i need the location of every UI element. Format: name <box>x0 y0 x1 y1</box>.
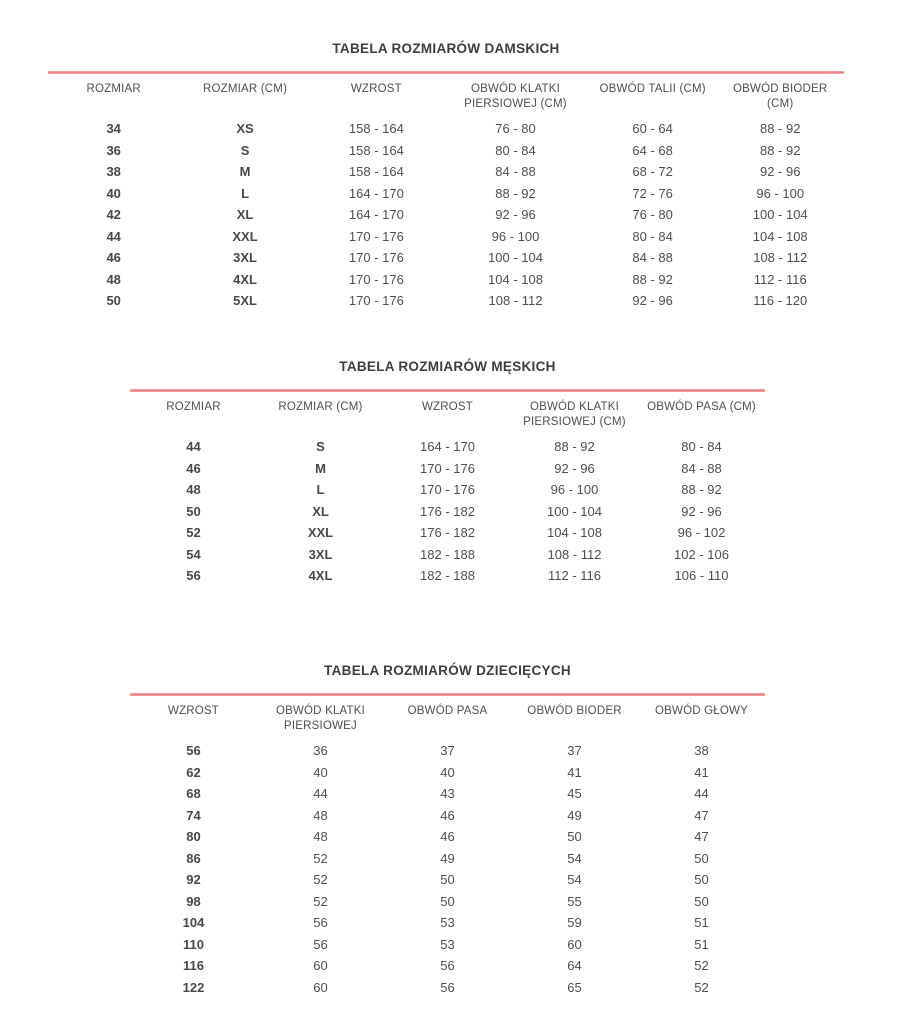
table-cell: 108 - 112 <box>547 546 602 562</box>
table-cell: XXL <box>232 228 258 244</box>
table-cell: 37 <box>567 743 582 758</box>
table-cell: 50 <box>186 503 201 519</box>
table-cell: 50 <box>567 829 582 844</box>
women-size-table <box>48 74 844 312</box>
table-cell: 53 <box>440 915 455 930</box>
table-cell: 44 <box>186 439 201 454</box>
table-cell: 158 - 164 <box>348 142 404 158</box>
table-cell: 52 <box>313 872 328 887</box>
table-cell: 52 <box>313 850 328 866</box>
table-row <box>130 501 765 523</box>
table-cell: 164 - 170 <box>420 439 475 454</box>
men-table-title: TABELA ROZMIARÓW MĘSKICH <box>339 359 556 374</box>
children-table-title: TABELA ROZMIARÓW DZIECIĘCYCH <box>324 663 571 678</box>
table-cell: 51 <box>694 936 709 952</box>
table-cell: 56 <box>440 958 455 973</box>
column-header: ROZMIAR (CM) <box>202 83 288 95</box>
table-cell: 76 - 80 <box>632 207 673 222</box>
table-row <box>130 458 765 480</box>
table-cell: 106 - 110 <box>674 568 729 583</box>
table-cell: 40 <box>106 185 121 201</box>
table-row <box>130 955 765 977</box>
table-cell: 170 - 176 <box>420 460 475 476</box>
table-cell: 176 - 182 <box>420 503 475 519</box>
women-size-table-section <box>48 41 844 312</box>
men-size-table <box>130 392 765 587</box>
table-cell: 100 - 104 <box>547 503 602 519</box>
table-cell: 50 <box>694 872 709 887</box>
table-cell: 5XL <box>233 293 257 308</box>
table-cell: 37 <box>440 743 455 758</box>
column-header: ROZMIAR <box>166 401 221 413</box>
table-cell: 92 - 96 <box>759 164 801 179</box>
table-cell: 84 - 88 <box>681 460 722 476</box>
column-header: OBWÓD KLATKI PIERSIOWEJ <box>275 705 366 732</box>
table-cell: 84 - 88 <box>632 250 673 265</box>
header-row <box>130 696 765 740</box>
table-cell: 50 <box>440 872 455 887</box>
table-cell: 104 - 108 <box>547 525 602 540</box>
table-row <box>130 848 765 870</box>
table-cell: 48 <box>313 807 328 823</box>
header-row <box>48 74 844 118</box>
column-header: OBWÓD KLATKI PIERSIOWEJ (CM) <box>464 83 567 110</box>
table-cell: 59 <box>567 915 582 930</box>
table-cell: 52 <box>186 525 201 540</box>
table-cell: 88 - 92 <box>554 439 595 454</box>
table-row <box>130 891 765 913</box>
column-header: OBWÓD PASA <box>407 705 488 717</box>
women-table-title: TABELA ROZMIARÓW DAMSKICH <box>332 41 560 56</box>
table-cell: 88 - 92 <box>759 142 801 158</box>
column-header: OBWÓD BIODER (CM) <box>733 83 828 110</box>
table-cell: L <box>241 185 250 201</box>
table-cell: 96 - 100 <box>550 482 599 497</box>
table-row <box>130 479 765 501</box>
table-cell: 92 - 96 <box>681 503 722 519</box>
table-row <box>48 183 844 205</box>
table-cell: 80 - 84 <box>681 439 722 454</box>
table-cell: 68 - 72 <box>632 164 673 179</box>
table-cell: 46 <box>440 829 455 844</box>
table-cell: 46 <box>106 250 121 265</box>
table-cell: XL <box>312 503 329 519</box>
table-row <box>130 436 765 458</box>
table-cell: S <box>240 142 250 158</box>
column-header: OBWÓD PASA (CM) <box>647 401 756 413</box>
table-row <box>130 977 765 999</box>
table-cell: 80 - 84 <box>632 228 673 244</box>
table-cell: 50 <box>694 893 709 909</box>
column-header: WZROST <box>167 705 220 717</box>
table-row <box>130 805 765 827</box>
column-header: WZROST <box>350 83 402 95</box>
table-cell: 34 <box>106 121 121 136</box>
table-cell: 112 - 116 <box>547 568 601 583</box>
table-cell: 158 - 164 <box>348 121 404 136</box>
column-header: WZROST <box>421 401 474 413</box>
table-cell: 52 <box>694 958 709 973</box>
table-cell: XL <box>236 207 254 222</box>
children-size-table <box>130 696 765 998</box>
table-cell: L <box>316 482 325 497</box>
table-cell: 52 <box>313 893 328 909</box>
table-cell: 170 - 176 <box>348 228 404 244</box>
table-cell: 88 - 92 <box>681 482 722 497</box>
table-cell: 40 <box>313 764 328 780</box>
table-cell: 43 <box>440 786 455 801</box>
table-row <box>48 204 844 226</box>
table-cell: 96 - 100 <box>756 185 805 201</box>
table-cell: 92 - 96 <box>632 293 673 308</box>
column-header: OBWÓD KLATKI PIERSIOWEJ (CM) <box>523 401 626 428</box>
table-row <box>130 912 765 934</box>
table-cell: 60 - 64 <box>632 121 673 136</box>
table-cell: 36 <box>106 142 121 158</box>
table-row <box>130 783 765 805</box>
table-cell: 41 <box>567 764 582 780</box>
table-cell: 38 <box>106 164 121 179</box>
table-cell: 56 <box>313 915 328 930</box>
table-cell: 116 <box>183 958 204 973</box>
table-cell: 56 <box>313 936 328 952</box>
table-cell: XS <box>236 121 254 136</box>
table-cell: 104 - 108 <box>752 228 808 244</box>
table-cell: 56 <box>186 568 201 583</box>
table-cell: 36 <box>313 743 328 758</box>
table-cell: S <box>316 439 325 454</box>
table-cell: 50 <box>440 893 455 909</box>
table-cell: 3XL <box>308 546 333 562</box>
table-cell: 51 <box>694 915 709 930</box>
table-cell: 102 - 106 <box>674 546 729 562</box>
table-cell: 54 <box>186 546 201 562</box>
table-row <box>48 290 844 312</box>
table-row <box>48 118 844 140</box>
table-cell: 104 - 108 <box>488 271 543 287</box>
table-cell: 40 <box>440 764 455 780</box>
table-cell: 47 <box>694 807 709 823</box>
table-cell: 110 <box>183 936 204 952</box>
table-cell: 48 <box>313 829 328 844</box>
table-cell: 170 - 176 <box>348 271 404 287</box>
column-header: OBWÓD GŁOWY <box>655 705 748 717</box>
table-row <box>130 826 765 848</box>
table-cell: XXL <box>307 525 334 540</box>
table-cell: 64 <box>567 958 582 973</box>
table-cell: 170 - 176 <box>420 482 475 497</box>
table-cell: 100 - 104 <box>752 207 808 222</box>
table-cell: 60 <box>313 979 328 995</box>
table-cell: 74 <box>186 807 201 823</box>
table-row <box>130 869 765 891</box>
table-cell: 108 - 112 <box>753 250 808 265</box>
table-cell: 45 <box>567 786 582 801</box>
table-cell: 55 <box>567 893 582 909</box>
table-cell: 98 <box>186 893 201 909</box>
column-header: OBWÓD BIODER <box>527 705 622 717</box>
table-row <box>48 140 844 162</box>
table-cell: 182 - 188 <box>420 568 475 583</box>
table-cell: 50 <box>694 850 709 866</box>
children-size-table-section <box>130 663 765 998</box>
table-cell: 56 <box>440 979 455 995</box>
table-cell: 44 <box>694 786 709 801</box>
table-cell: 62 <box>186 764 201 780</box>
table-cell: 80 <box>186 829 201 844</box>
table-cell: 68 <box>186 786 201 801</box>
table-cell: 164 - 170 <box>348 185 404 201</box>
table-cell: 76 - 80 <box>495 121 536 136</box>
table-cell: M <box>315 460 326 476</box>
table-cell: 44 <box>313 786 328 801</box>
table-cell: 112 - 116 <box>753 271 807 287</box>
table-cell: M <box>239 164 251 179</box>
table-cell: 158 - 164 <box>348 164 404 179</box>
table-cell: 92 - 96 <box>495 207 536 222</box>
table-cell: 96 - 100 <box>491 228 540 244</box>
table-cell: 88 - 92 <box>759 121 801 136</box>
table-cell: 56 <box>186 743 201 758</box>
table-cell: 54 <box>567 850 582 866</box>
table-cell: 116 - 120 <box>753 293 808 308</box>
table-cell: 182 - 188 <box>420 546 475 562</box>
table-cell: 47 <box>694 829 709 844</box>
table-cell: 46 <box>440 807 455 823</box>
table-cell: 41 <box>694 764 709 780</box>
table-cell: 84 - 88 <box>495 164 536 179</box>
table-cell: 49 <box>567 807 582 823</box>
table-cell: 104 <box>182 915 205 930</box>
table-cell: 92 - 96 <box>554 460 595 476</box>
table-cell: 60 <box>313 958 328 973</box>
table-cell: 48 <box>186 482 201 497</box>
table-cell: 48 <box>106 271 121 287</box>
table-row <box>48 269 844 291</box>
table-cell: 4XL <box>233 271 257 287</box>
table-cell: 164 - 170 <box>348 207 404 222</box>
table-cell: 60 <box>567 936 582 952</box>
column-header: ROZMIAR (CM) <box>278 401 363 413</box>
table-cell: 49 <box>440 850 455 866</box>
table-row <box>48 226 844 248</box>
table-cell: 3XL <box>233 250 257 265</box>
table-row <box>48 161 844 183</box>
table-cell: 108 - 112 <box>488 293 543 308</box>
header-row <box>130 392 765 436</box>
table-cell: 88 - 92 <box>495 185 536 201</box>
table-cell: 88 - 92 <box>632 271 673 287</box>
table-cell: 170 - 176 <box>348 293 404 308</box>
table-cell: 72 - 76 <box>632 185 673 201</box>
men-size-table-section <box>130 359 765 587</box>
table-row <box>130 522 765 544</box>
table-cell: 54 <box>567 872 582 887</box>
table-row <box>130 934 765 956</box>
table-cell: 170 - 176 <box>348 250 404 265</box>
table-cell: 122 <box>182 979 205 995</box>
table-row <box>48 247 844 269</box>
table-cell: 53 <box>440 936 455 952</box>
table-cell: 4XL <box>308 568 333 583</box>
table-cell: 50 <box>106 293 121 308</box>
table-row <box>130 565 765 587</box>
column-header: ROZMIAR <box>86 83 141 95</box>
table-cell: 176 - 182 <box>420 525 475 540</box>
table-cell: 92 <box>186 872 201 887</box>
table-cell: 42 <box>106 207 121 222</box>
table-cell: 96 - 102 <box>677 525 726 540</box>
table-row <box>130 740 765 762</box>
table-cell: 86 <box>186 850 201 866</box>
table-row <box>130 544 765 566</box>
table-row <box>130 762 765 784</box>
table-cell: 46 <box>186 460 201 476</box>
table-cell: 80 - 84 <box>495 142 536 158</box>
column-header: OBWÓD TALII (CM) <box>599 83 706 95</box>
table-cell: 100 - 104 <box>488 250 543 265</box>
table-cell: 38 <box>694 743 709 758</box>
table-cell: 65 <box>567 979 582 995</box>
table-cell: 52 <box>694 979 709 995</box>
table-cell: 44 <box>106 228 121 244</box>
table-cell: 64 - 68 <box>632 142 673 158</box>
